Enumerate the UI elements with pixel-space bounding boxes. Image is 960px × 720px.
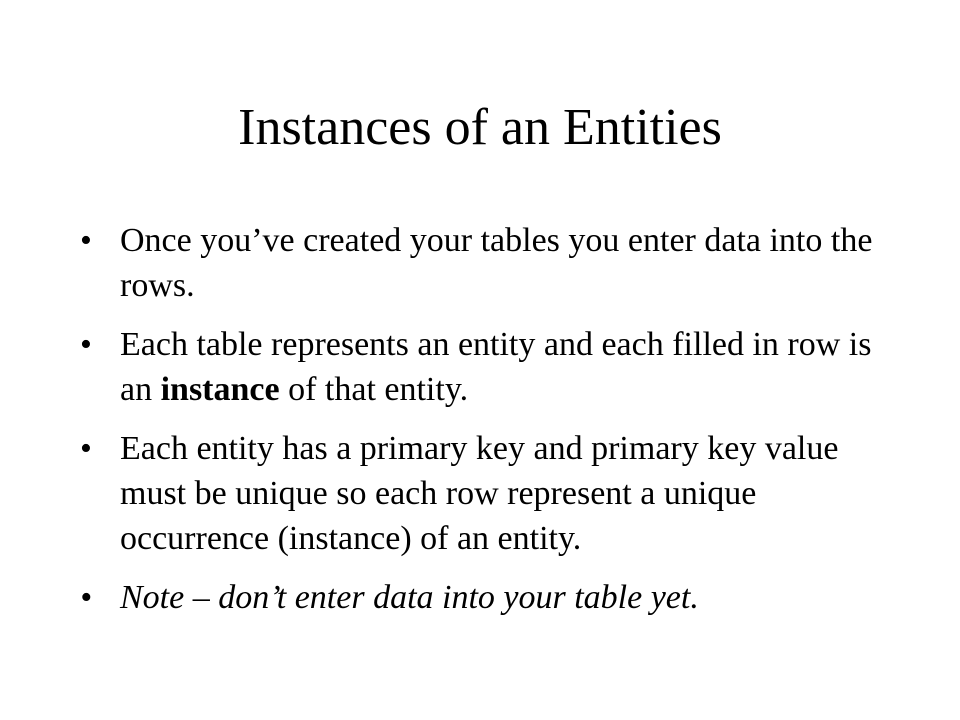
bullet-emphasis: instance <box>160 371 280 408</box>
bullet-icon: • <box>80 222 92 259</box>
bullet-item-3 <box>80 426 880 561</box>
bullet-text-before: Each table represents an entity and each filled in row is an <box>120 326 872 408</box>
bullet-item-1 <box>80 218 880 308</box>
bullet-text: Each entity has a primary key and primary key value must be unique so each row represent a unique occurrence (instance) of an entity. <box>120 430 839 557</box>
bullet-text-after: of that entity. <box>279 371 469 408</box>
bullet-text: Once you’ve created your tables you enter data into the rows. <box>120 222 873 304</box>
bullet-icon: • <box>80 326 92 363</box>
bullet-icon: • <box>80 579 92 616</box>
slide-title: Instances of an Entities <box>238 99 722 156</box>
bullet-list <box>80 218 880 634</box>
bullet-item-note <box>80 575 880 620</box>
bullet-icon: • <box>80 430 92 467</box>
bullet-item-2 <box>80 322 880 412</box>
bullet-text: Note – don’t enter data into your table yet. <box>120 579 699 616</box>
